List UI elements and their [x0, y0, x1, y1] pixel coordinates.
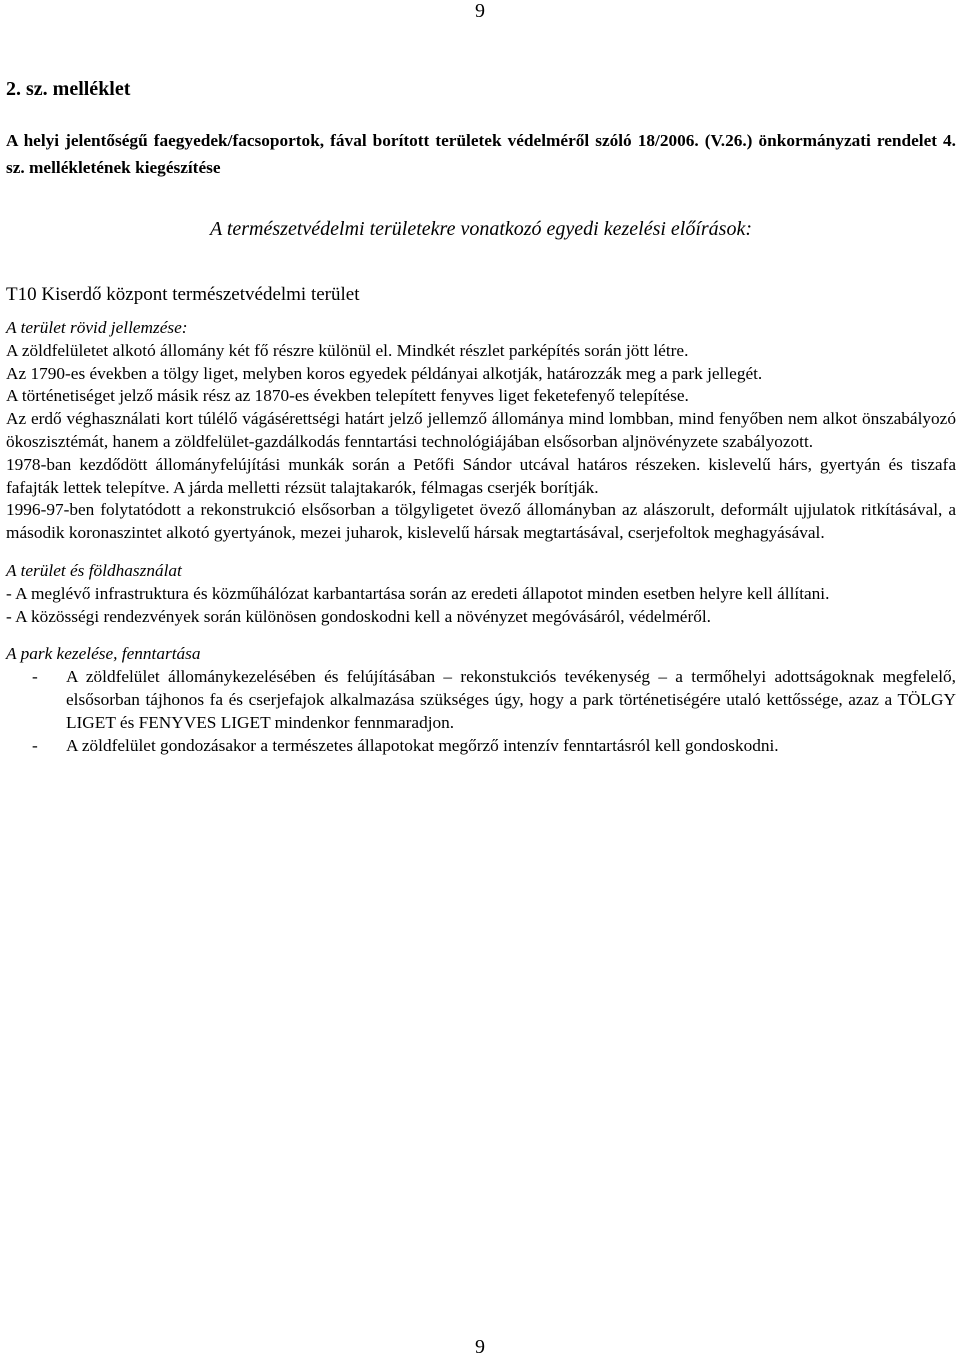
section-heading: A természetvédelmi területekre vonatkozó egyedi kezelési előírások: — [209, 218, 753, 240]
land-use-paragraph: - A közösségi rendezvények során különösen gondoskodni kell a növényzet megóvásáról, védelméről. — [6, 606, 711, 626]
maintenance-section — [6, 643, 956, 757]
list-dash: - — [32, 735, 38, 755]
description-paragraph: 1996-97-ben folytatódott a rekonstrukció elsősorban a tölgyligetet övező állományban az alászorult, deformált ujjulatok ritkításával, a második koronaszintet alkotó gyertyánok, mezei juharok, kislevelű hársak megtartásával, cserjefoltok meghagyásával. — [6, 500, 956, 543]
maintenance-list — [6, 666, 956, 757]
description-paragraph: A történetiséget jelző másik rész az 1870-es években telepített fenyves liget feketefenyő telepítése. — [6, 386, 689, 406]
description-paragraph: Az 1790-es években a tölgy liget, melyben koros egyedek példányai alkotják, határozzák meg a park jellegét. — [6, 363, 763, 383]
list-item-text: A zöldfelület gondozásakor a természetes állapotokat megőrző intenzív fenntartásról kell gondoskodni. — [66, 735, 779, 755]
description-paragraph: 1978-ban kezdődött állományfelújítási munkák során a Petőfi Sándor utcával határos részeken. kislevelű hárs, gyertyán és tiszafa fafajták lettek telepítve. A járda melletti rézsüt talajtakarók, félmagas cserjék borítják. — [6, 454, 956, 497]
land-use-paragraph: - A meglévő infrastruktura és közműhálózat karbantartása során az eredeti állapotot minden esetben helyre kell állítani. — [6, 583, 830, 603]
description-paragraph: Az erdő véghasználati kort túlélő vágásérettségi határt jelző jellemző állománya mind lombban, mind fenyőben nem alkot önszabályozó ökoszisztémát, hanem a zöldfelület-gazdálkodás fenntartási technológiájában elsősorban aljnövényzete szabályozott. — [6, 409, 956, 451]
description-heading: A terület rövid jellemzése: — [6, 318, 188, 337]
list-item-text: A zöldfelület állománykezelésében és felújításában – rekonstukciós tevékenység – a termőhelyi adottságoknak megfelelő, elsősorban tájhonos fa és cserjefajok alkalmazása szükséges úgy, hogy a park történetiségére utaló kettőssége, azaz a TÖLGY LIGET és FENYVES LIGET mindenkor fennmaradjon. — [66, 667, 956, 732]
maintenance-heading: A park kezelése, fenntartása — [6, 644, 201, 664]
page-number-top: 9 — [475, 0, 485, 22]
description-paragraph: A zöldfelületet alkotó állomány két fő részre különül el. Mindkét részlet parképítés során jött létre. — [6, 340, 689, 360]
decree-title: A helyi jelentőségű faegyedek/facsoportok, fával borított területek védelméről szóló 18/2006. (V.26.) önkormányzati rendelet 4. sz. mellékletének kiegészítése — [6, 131, 956, 177]
list-item — [6, 735, 956, 758]
land-use-section — [6, 560, 956, 628]
document-body — [6, 76, 956, 757]
annex-heading: 2. sz. melléklet — [6, 78, 131, 100]
page-number-bottom: 9 — [475, 1336, 485, 1358]
land-use-heading: A terület és földhasználat — [6, 560, 182, 580]
area-title: T10 Kiserdő központ természetvédelmi terület — [6, 284, 360, 305]
list-dash: - — [32, 667, 38, 687]
list-item — [6, 666, 956, 734]
description-section — [6, 317, 956, 545]
